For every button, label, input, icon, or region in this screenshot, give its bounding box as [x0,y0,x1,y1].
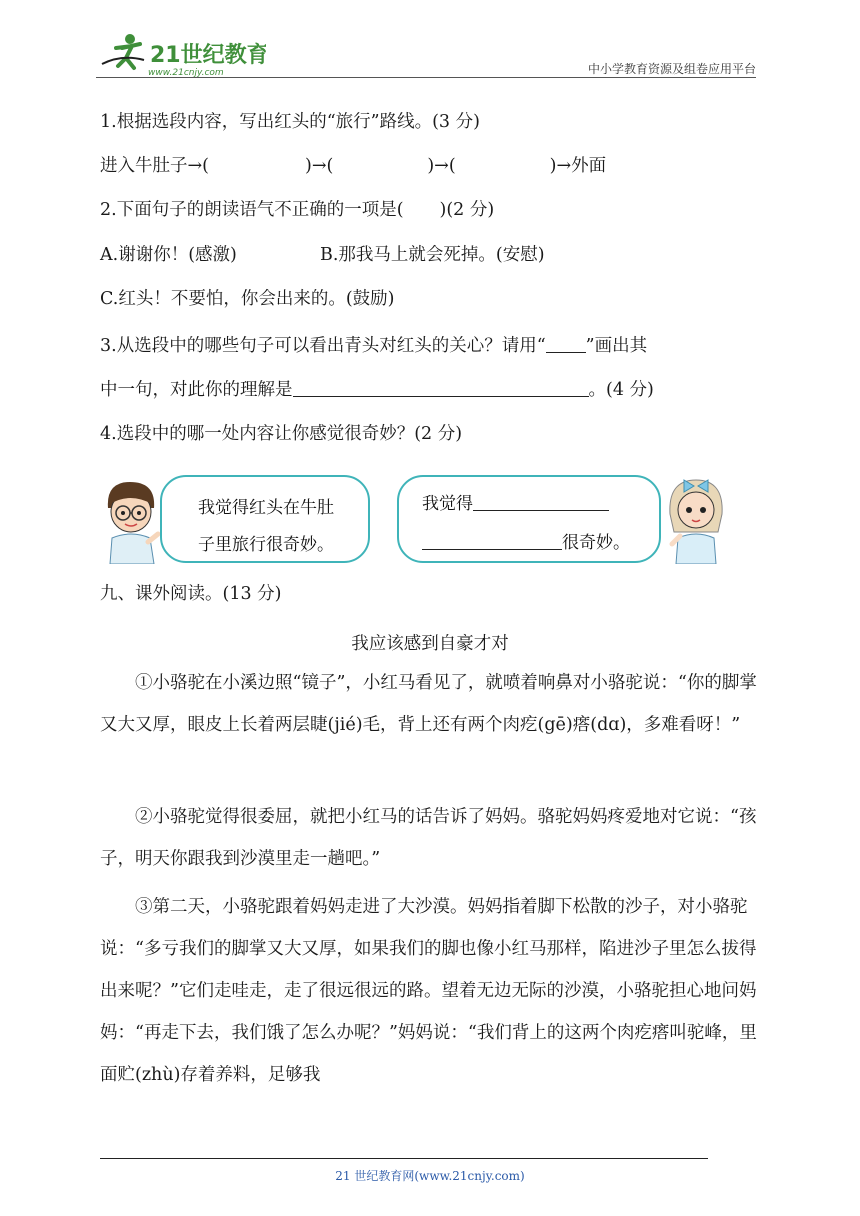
bubble-left-line-2: 子里旅行很奇妙。 [198,535,334,555]
bubble-right-suffix: 很奇妙。 [562,533,630,553]
logo-title: 21世纪教育 [150,43,266,68]
header-divider [96,77,756,78]
q3-text-a: 3.从选段中的哪些句子可以看出青头对红头的关心？请用“ [100,336,546,356]
site-logo [96,30,266,80]
question-4: 4.选段中的哪一处内容让你感觉很奇妙？(2 分) [100,424,463,444]
bubble-right-blank-2[interactable] [422,535,562,550]
q1-route [100,158,606,176]
girl-illustration-icon [664,474,728,564]
q2-points: )(2 分) [439,200,495,220]
bubble-right-line-2 [422,528,630,553]
q1-arrow-1: )→( [305,156,334,176]
runner-icon [102,34,144,68]
q3-underline-sample [546,338,586,353]
q3-answer-line[interactable] [293,382,589,397]
footer-divider [100,1158,708,1159]
bubble-right-line-1 [422,489,609,514]
platform-name: 中小学教育资源及组卷应用平台 [587,62,756,76]
bubble-left-line-1: 我觉得红头在牛肚 [198,498,334,518]
q1-end: )→外面 [549,156,607,176]
q1-arrow-2: )→( [427,156,456,176]
logo-url: www.21cnjy.com [148,68,224,78]
q2-option-b: B.那我马上就会死掉。(安慰) [320,245,545,265]
bubble-right-blank-1[interactable] [473,496,609,511]
q3-points: 。(4 分) [588,380,654,400]
q1-start: 进入牛肚子→( [100,156,209,176]
q2-option-c: C.红头！不要怕，你会出来的。(鼓励) [100,289,395,309]
boy-illustration-icon [100,478,162,564]
footer-text: 21 世纪教育网(www.21cnjy.com) [335,1169,525,1183]
section-9-heading: 九、课外阅读。(13 分) [100,584,282,604]
question-3-line-1 [100,338,647,356]
q2-text: 2.下面句子的朗读语气不正确的一项是( [100,200,404,220]
q3-text-b: ”画出其 [585,336,648,356]
paragraph-3: ③第二天，小骆驼跟着妈妈走进了大沙漠。妈妈指着脚下松散的沙子，对小骆驼说：“多亏我们的脚掌又大又厚，如果我们的脚也像小红马那样，陷进沙子里怎么拔得出来呢？”它们走哇走，走了很远很远的路。望着无边无际的沙漠，小骆驼担心地问妈妈：“再走下去，我们饿了怎么办呢？”妈妈说：“我们背上的这两个肉疙瘩叫驼峰，里面贮(zhù)存着养料，足够我 [100,897,757,1085]
article-title: 我应该感到自豪才对 [351,634,509,654]
q3-text-c: 中一句，对此你的理解是 [100,380,293,400]
bubble-right-prefix: 我觉得 [422,494,473,514]
paragraph-1: ①小骆驼在小溪边照“镜子”，小红马看见了，就喷着响鼻对小骆驼说：“你的脚掌又大又厚，眼皮上长着两层睫(jié)毛，背上还有两个肉疙(gē)瘩(dɑ)，多难看呀！” [100,673,757,735]
question-2 [100,202,494,220]
question-1: 1.根据选段内容，写出红头的“旅行”路线。(3 分) [100,112,480,132]
q2-option-a: A.谢谢你！(感激) [100,245,237,265]
question-3-line-2 [100,382,654,400]
paragraph-2: ②小骆驼觉得很委屈，就把小红马的话告诉了妈妈。骆驼妈妈疼爱地对它说：“孩子，明天你跟我到沙漠里走一趟吧。” [100,807,757,869]
